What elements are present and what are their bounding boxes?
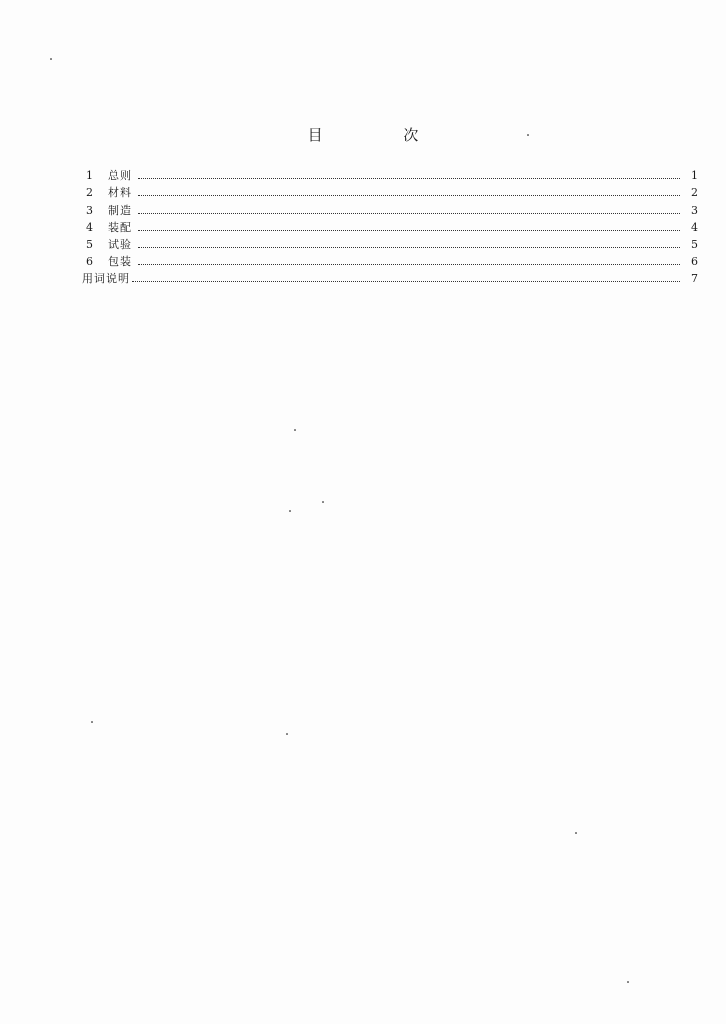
toc-entry-number: 2 xyxy=(86,186,93,200)
toc-title: 目 次 xyxy=(307,126,457,144)
toc-entry-page: 6 xyxy=(691,255,698,269)
toc-entry-page: 7 xyxy=(691,272,698,286)
scan-speck xyxy=(286,733,288,735)
scan-speck xyxy=(289,510,291,512)
toc-leader-dots xyxy=(138,246,680,248)
scan-speck xyxy=(627,981,629,983)
toc-entry-number: 6 xyxy=(86,255,93,269)
toc-entry-page: 2 xyxy=(691,186,698,200)
toc-leader-dots xyxy=(138,229,680,231)
toc-leader-dots xyxy=(138,194,680,196)
scan-speck xyxy=(575,832,577,834)
scan-speck xyxy=(50,58,52,60)
toc-entry-assembly[interactable] xyxy=(86,218,698,235)
toc-entry-label: 材料 xyxy=(108,186,132,200)
toc-entry-terminology[interactable] xyxy=(82,269,698,286)
toc-entry-general[interactable] xyxy=(86,166,698,183)
toc-leader-dots xyxy=(138,212,680,214)
toc-leader-dots xyxy=(138,177,680,179)
toc-entry-number: 3 xyxy=(86,203,93,217)
toc-entry-page: 5 xyxy=(691,237,698,251)
scan-speck xyxy=(322,501,324,503)
toc-entry-page: 3 xyxy=(691,203,698,217)
toc-leader-dots xyxy=(138,263,680,265)
toc-entry-materials[interactable] xyxy=(86,183,698,200)
toc-entry-label: 试验 xyxy=(108,237,132,251)
toc-entry-number: 4 xyxy=(86,220,93,234)
toc-entry-testing[interactable] xyxy=(86,235,698,252)
table-of-contents xyxy=(82,166,698,286)
toc-entry-packaging[interactable] xyxy=(86,252,698,269)
toc-entry-page: 1 xyxy=(691,169,698,183)
toc-entry-manufacturing[interactable] xyxy=(86,200,698,217)
toc-entry-label: 用词说明 xyxy=(82,272,130,286)
toc-entry-label: 包装 xyxy=(108,255,132,269)
toc-entry-page: 4 xyxy=(691,220,698,234)
toc-entry-number: 1 xyxy=(86,169,93,183)
toc-entry-label: 制造 xyxy=(108,203,132,217)
toc-entry-label: 总则 xyxy=(108,169,132,183)
scan-speck xyxy=(91,721,93,723)
toc-entry-label: 装配 xyxy=(108,220,132,234)
scan-speck xyxy=(294,429,296,431)
scan-speck xyxy=(527,134,529,136)
toc-leader-dots xyxy=(132,280,680,282)
toc-entry-number: 5 xyxy=(86,237,93,251)
